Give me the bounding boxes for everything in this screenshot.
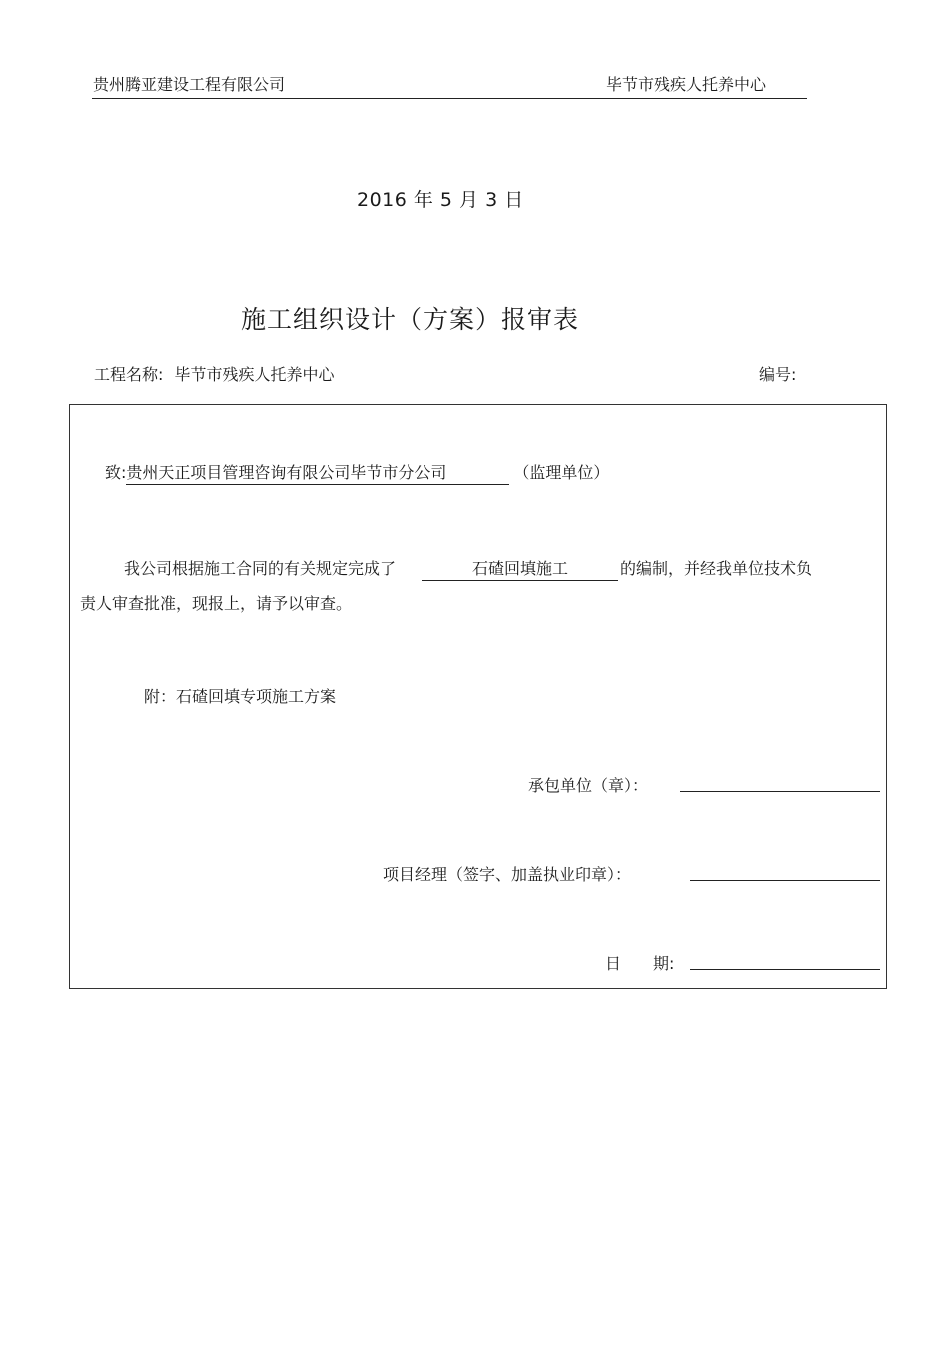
addressee-unit: 贵州天正项目管理咨询有限公司毕节市分公司 [126,460,509,485]
project-name-row [94,362,335,385]
header-rule [92,98,807,99]
sign-date-label: 日 期: [605,954,675,973]
sign-date-line [690,969,880,970]
contractor-seal-label: 承包单位（章）： [528,776,649,795]
work-name-field: 石碴回填施工 [422,556,618,581]
project-name-value: 毕节市残疾人托养中心 [174,365,335,384]
addressee-suffix: （监理单位） [513,463,610,482]
body-text-line1 [124,556,812,581]
header-project: 毕节市残疾人托养中心 [606,75,767,94]
form-title: 施工组织设计（方案）报审表 [241,305,580,334]
project-manager-label: 项目经理（签字、加盖执业印章）： [383,865,632,884]
addressee-row [105,460,609,485]
number-label: 编号: [759,365,797,384]
project-manager-line [690,880,880,881]
contractor-seal-line [680,791,880,792]
project-name-label: 工程名称: [94,365,164,384]
addressee-label: 致: [105,463,127,482]
header-company: 贵州腾亚建设工程有限公司 [93,75,286,94]
body-text-line2: 责人审查批准，现报上，请予以审查。 [80,594,353,613]
body-suffix: 的编制，并经我单位技术负 [620,559,813,578]
body-prefix: 我公司根据施工合同的有关规定完成了 [124,559,397,578]
attachment-line: 附：石碴回填专项施工方案 [144,687,337,706]
document-date: 2016 年 5 月 3 日 [357,189,524,211]
